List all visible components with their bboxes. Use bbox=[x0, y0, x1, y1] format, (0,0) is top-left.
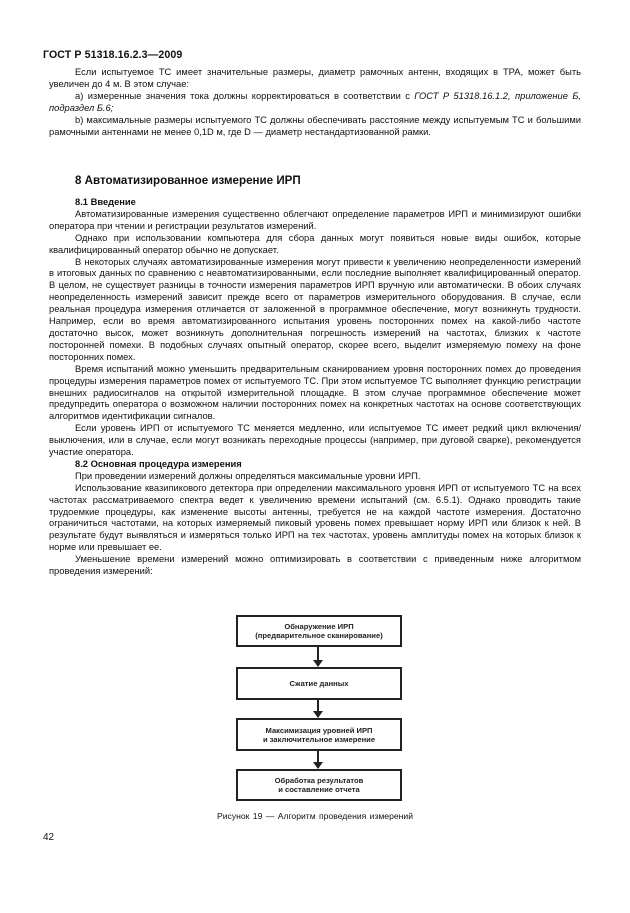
flow-box-label: (предварительное сканирование) bbox=[255, 631, 383, 640]
section-title: 8 Автоматизированное измерение ИРП bbox=[75, 174, 301, 187]
paragraph: При проведении измерений должны определяться максимальные уровни ИРП. bbox=[75, 470, 421, 481]
flow-box-label: Максимизация уровней ИРП bbox=[265, 725, 373, 735]
paragraph: Если уровень ИРП от испытуемого ТС меняется медленно, или испытуемое ТС имеет редкий цикл включения/выключения, или в случае, если могут возникать переходные процессы (например, при дуговой сварке), рекомендуется участие оператора. bbox=[49, 423, 581, 458]
item-a-text: а) измеренные значения тока должны корректироваться в соответствии с bbox=[75, 90, 415, 101]
flow-box-label: Обнаружение ИРП bbox=[284, 622, 354, 631]
flow-arrow bbox=[317, 751, 319, 768]
paragraph: Использование квазипикового детектора при определении максимального уровня ИРП от испытуемого ТС на всех частотах рассматриваемого спектра ведет к увеличению времени испытаний (см. 6.5.1). Однако проводить такие трудоемкие процедуры, как изменение высоты антенны, требуется не на каждой частоте измерения. Достаточно ограничиться частотами, на которых измеряемый пиковый уровень помех превышает норму ИРП или близок к ней. В результате будут выявляться и измеряться только ИРП на тех частотах, уровень амплитуды помех на которых близок к норме или превышает ее. bbox=[49, 482, 581, 553]
paragraph: Уменьшение времени измерений можно оптимизировать в соответствии с приведенным ниже алгоритмом проведения измерений: bbox=[49, 554, 581, 577]
paragraph: Однако при использовании компьютера для сбора данных могут появиться новые виды ошибок, которые квалифицированный оператор обычно не допускает. bbox=[49, 232, 581, 255]
intro-paragraph: Если испытуемое ТС имеет значительные размеры, диаметр рамочных антенн, входящих в ТРА, может быть увеличен до 4 м. В этом случае: bbox=[49, 67, 581, 89]
flow-box-compression bbox=[236, 667, 402, 700]
flow-box-label: и заключительное измерение bbox=[262, 734, 376, 744]
flow-box-reporting bbox=[236, 769, 402, 801]
section-body bbox=[49, 197, 581, 578]
figure-caption: Рисунок 19 — Алгоритм проведения измерений bbox=[217, 811, 413, 821]
paragraph: Время испытаний можно уменьшить предварительным сканированием уровня посторонних помех до проведения процедуры измерения параметров помех от испытуемого ТС. При этом испытуемое ТС выполняет функцию регистрации внешних радиосигналов на открытой измерительной площадке. В этом случае программное обеспечение может предупредить оператора о возможном наличии посторонних помех на конкретных частотах на основе соответствующих алгоритмов идентификации сигналов. bbox=[49, 363, 581, 422]
paragraph: В некоторых случаях автоматизированные измерения могут привести к увеличению неопределенности измерений в итоговых данных по сравнению с неавтоматизированными, если последние выполняет квалифицированный оператор. В целом, не существует разницы в точности измерения параметров ИРП вручную или автоматически. В обоих случаях неопределенность измерений зависит прежде всего от параметров измерительного оборудования. В случае, если реальная процедура измерения отличается от заложенной в программное обеспечение, могут возникнуть трудности. Например, если во время автоматизированного испытания уровень посторонних помех на какой-либо частоте достаточно высок, может возникнуть дополнительная погрешность измерений на частотах, близких к частоте посторонней помехи. В подобных случаях опытный оператор, скорее всего, выделит измеряемую помеху на фоне посторонних помех. bbox=[49, 256, 581, 362]
flow-arrow bbox=[317, 647, 319, 666]
flow-box-detection bbox=[236, 615, 402, 647]
flow-box-label: и составление отчета bbox=[278, 785, 360, 794]
intro-block bbox=[49, 67, 581, 138]
flow-arrow bbox=[317, 700, 319, 717]
subsection-8-2-title: 8.2 Основная процедура измерения bbox=[75, 458, 242, 469]
intro-item-a bbox=[49, 91, 581, 115]
standard-reference: ГОСТ Р 51318.16.1.2, приложение Б, подраздел Б.6; bbox=[49, 90, 581, 113]
flow-box-label: Обработка результатов bbox=[274, 776, 364, 785]
flow-box-label: Сжатие данных bbox=[289, 679, 349, 688]
subsection-8-1-title: 8.1 Введение bbox=[75, 197, 136, 207]
standard-header: ГОСТ Р 51318.16.2.3—2009 bbox=[43, 49, 183, 61]
intro-item-b: b) максимальные размеры испытуемого ТС должны обеспечивать расстояние между испытуемым ТС и большими рамочными антеннами не менее 0,1D м, где D — диаметр нестандартизованной рамки. bbox=[49, 114, 581, 137]
flow-box-maximization bbox=[236, 718, 402, 751]
paragraph: Автоматизированные измерения существенно облегчают определение параметров ИРП и минимизируют ошибки оператора при чтении и регистрации результатов измерений. bbox=[49, 208, 581, 231]
page-number: 42 bbox=[43, 832, 55, 843]
